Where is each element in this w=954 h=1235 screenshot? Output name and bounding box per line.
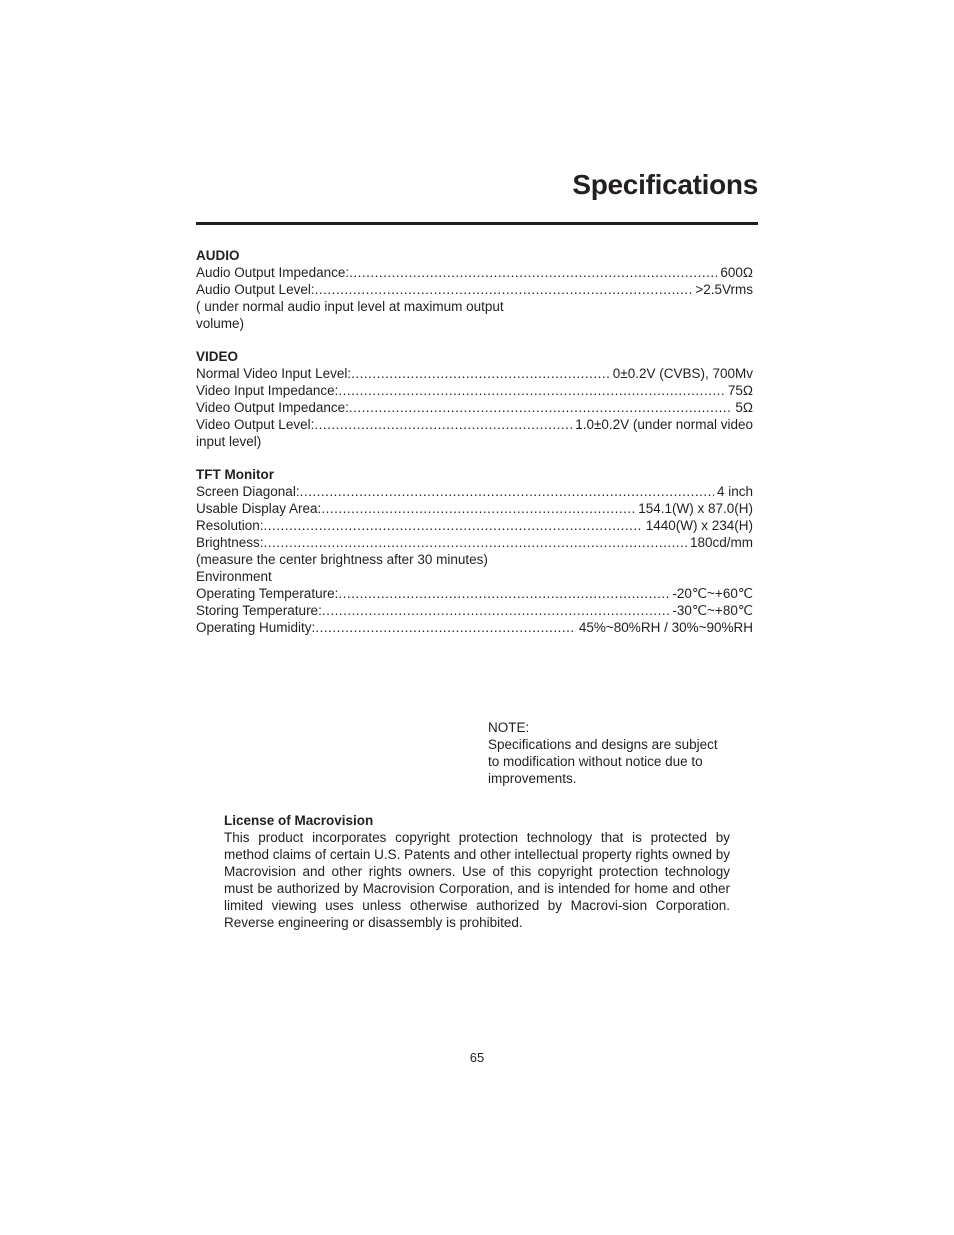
spec-label: Video Output Impedance: — [196, 400, 349, 415]
spec-label: Storing Temperature: — [196, 603, 322, 618]
spec-label: Operating Temperature: — [196, 586, 339, 601]
spec-value: 45%~80%RH / 30%~90%RH — [578, 620, 753, 635]
leader-dots — [338, 585, 669, 602]
spec-value: -30℃~+80℃ — [672, 603, 753, 618]
leader-dots — [300, 483, 714, 500]
leader-dots — [315, 281, 693, 298]
leader-dots — [351, 365, 610, 382]
spec-label: Normal Video Input Level: — [196, 366, 352, 381]
audio-note-line: volume) — [196, 316, 245, 331]
spec-row-screen-diagonal — [196, 483, 753, 500]
spec-label: Brightness: — [196, 535, 264, 550]
spec-value: 154.1(W) x 87.0(H) — [638, 501, 753, 516]
tft-monitor-heading: TFT Monitor — [196, 467, 274, 482]
spec-value: >2.5Vrms — [695, 282, 753, 297]
leader-dots — [322, 602, 670, 619]
title-divider — [196, 222, 758, 225]
spec-row-brightness — [196, 534, 753, 551]
video-heading: VIDEO — [196, 349, 239, 364]
spec-row-audio-output-level — [196, 281, 753, 298]
note-text-line: improvements. — [488, 771, 577, 786]
spec-label: Operating Humidity: — [196, 620, 316, 635]
leader-dots — [264, 517, 643, 534]
page-title: Specifications — [572, 169, 758, 200]
spec-label: Video Input Impedance: — [196, 383, 339, 398]
spec-value: 1440(W) x 234(H) — [645, 518, 753, 533]
spec-label: Audio Output Level: — [196, 282, 315, 297]
spec-row-normal-video-input-level — [196, 365, 753, 382]
spec-label: Usable Display Area: — [196, 501, 322, 516]
spec-value: 180cd/mm — [689, 535, 753, 550]
leader-dots — [314, 416, 572, 433]
leader-dots — [264, 534, 687, 551]
spec-row-usable-display-area — [196, 500, 753, 517]
spec-label: Resolution: — [196, 518, 264, 533]
spec-value: 600Ω — [720, 265, 753, 280]
spec-row-audio-output-impedance — [196, 264, 753, 281]
spec-row-video-input-impedance — [196, 382, 753, 399]
spec-row-resolution — [196, 517, 753, 534]
leader-dots — [349, 264, 717, 281]
spec-value: 4 inch — [716, 484, 753, 499]
spec-label: Audio Output Impedance: — [196, 265, 350, 280]
video-note-line: input level) — [196, 434, 262, 449]
spec-row-storing-temperature — [196, 602, 753, 619]
spec-row-operating-temperature — [196, 585, 753, 602]
tft-note-line: (measure the center brightness after 30 minutes) — [196, 552, 488, 567]
specifications-list — [196, 247, 753, 636]
note-text-line: Specifications and designs are subject — [488, 737, 718, 752]
license-body: This product incorporates copyright protection technology that is protected by method claims of certain U.S. Patents and other intellectual property rights owned by Macrovision and other rights owners. Use of this copyright protection technology must be authorized by Macrovision Corporation, and is intended for home and other limited viewing uses unless otherwise authorized by Macrovi-sion Corporation. Reverse engineering or disassembly is prohibited. — [224, 830, 730, 930]
spec-label: Screen Diagonal: — [196, 484, 300, 499]
license-section — [224, 812, 730, 931]
spec-value: 0±0.2V (CVBS), 700Mv — [612, 366, 753, 381]
spec-label: Video Output Level: — [196, 417, 315, 432]
note-heading: NOTE: — [488, 720, 530, 735]
spec-value: 1.0±0.2V (under normal video — [575, 417, 753, 432]
license-heading: License of Macrovision — [224, 813, 374, 828]
leader-dots — [315, 619, 576, 636]
leader-dots — [338, 382, 725, 399]
audio-note-line: ( under normal audio input level at maximum output — [196, 299, 504, 314]
leader-dots — [321, 500, 635, 517]
spec-value: 5Ω — [735, 400, 753, 415]
note-box — [488, 719, 748, 787]
note-text-line: to modification without notice due to — [488, 754, 703, 769]
audio-heading: AUDIO — [196, 248, 240, 263]
page-number: 65 — [469, 1050, 485, 1065]
spec-value: -20℃~+60℃ — [672, 586, 753, 601]
spec-row-operating-humidity — [196, 619, 753, 636]
spec-value: 75Ω — [727, 383, 753, 398]
leader-dots — [349, 399, 733, 416]
spec-row-video-output-impedance — [196, 399, 753, 416]
environment-label: Environment — [196, 569, 272, 584]
spec-row-video-output-level — [196, 416, 753, 433]
